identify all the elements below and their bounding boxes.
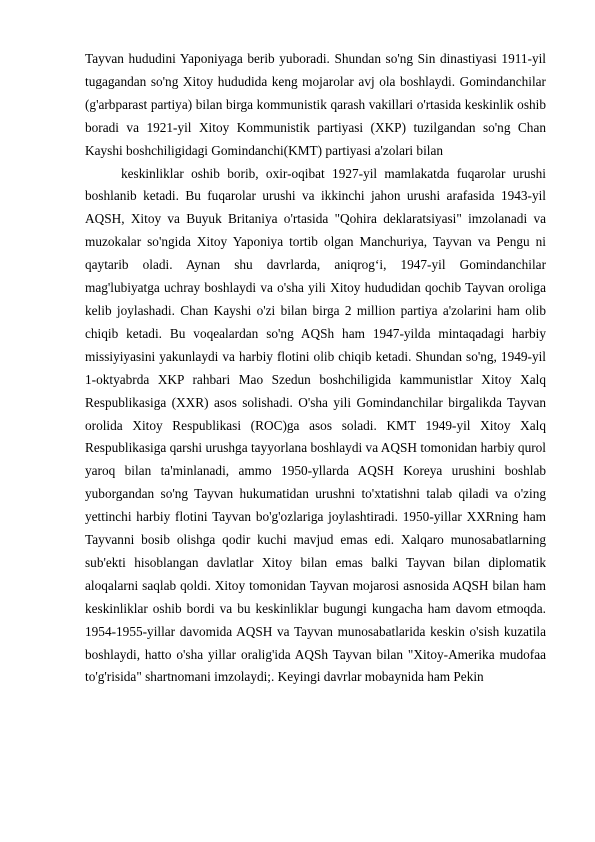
paragraph-1: Tayvan hududini Yaponiyaga berib yuboradi. Shundan so'ng Sin dinastiyasi 1911-yil tugagandan so'ng Xitoy hududida keng mojarolar avj ola boshlaydi. Gomindanchilar (g'arbparast partiya) bilan birga kommunistik qarash vakillari o'rtasida keskinlik oshib boradi va 1921-yil Xitoy Kommunistik partiyasi (XKP) tuzilgandan so'ng Chan Kayshi boshchiligidagi Gomindanchi(KMT) partiyasi a'zolari bilan bbox=[85, 51, 546, 158]
body-text bbox=[85, 48, 546, 689]
paragraph-2: keskinliklar oshib borib, oxir-oqibat 1927-yil mamlakatda fuqarolar urushi boshlanib ketadi. Bu fuqarolar urushi va ikkinchi jahon urushi arafasida 1943-yil AQSH, Xitoy va Buyuk Britaniya o'rtasida "Qohira deklaratsiyasi" imzolanadi va muzokalar so'ngida Xitoy Yaponiya tortib olgan Manchuriya, Tayvan va Pengu ni qaytarib oladi. Aynan shu davrlarda, aniqrog‘i, 1947-yil Gomindanchilar mag'lubiyatga uchray boshlaydi va o'sha yili Xitoy hududidan qochib Tayvan oroliga kelib joylashadi. Chan Kayshi o'zi bilan birga 2 million partiya a'zolarini ham olib chiqib ketadi. Bu voqealardan so'ng AQSh ham 1947-yilda mintaqadagi harbiy missiyiyasini yakunlaydi va harbiy flotini olib chiqib ketadi. Shundan so'ng, 1949-yil 1-oktyabrda XKP rahbari Mao Szedun boshchiligida kammunistlar Xitoy Xalq Respublikasiga (XXR) asos solishadi. O'sha yili Gomindanchilar birgalikda Tayvan orolida Xitoy Respublikasi (ROC)ga asos soladi. KMT 1949-yil Xitoy Xalq Respublikasiga qarshi urushga tayyorlana boshlaydi va AQSH tomonidan harbiy qurol yaroq bilan ta'minlanadi, ammo 1950-yllarda AQSH Koreya urushini boshlab yuborgandan so'ng Tayvan hukumatidan urushni to'xtatishni talab qiladi va o'zing yettinchi harbiy flotini Tayvan bo'g'ozlariga joylashtiradi. 1950-yillar XXRning ham Tayvanni bosib olishga qodir kuchi mavjud emas edi. Xalqaro munosabatlarning sub'ekti hisoblangan davlatlar Xitoy bilan emas balki Tayvan bilan diplomatik aloqalarni saqlab qoldi. Xitoy tomonidan Tayvan mojarosi asnosida AQSH bilan ham keskinliklar oshib bordi va bu keskinliklar bugungi kungacha ham davom etmoqda. 1954-1955-yillar davomida AQSH va Tayvan munosabatlarida keskin o'sish kuzatila boshlaydi, hatto o'sha yillar oralig'ida AQSh Tayvan bilan "Xitoy-Amerika mudofaa to'g'risida" shartnomani imzolaydi;. Keyingi davrlar mobaynida ham Pekin bbox=[85, 165, 546, 685]
